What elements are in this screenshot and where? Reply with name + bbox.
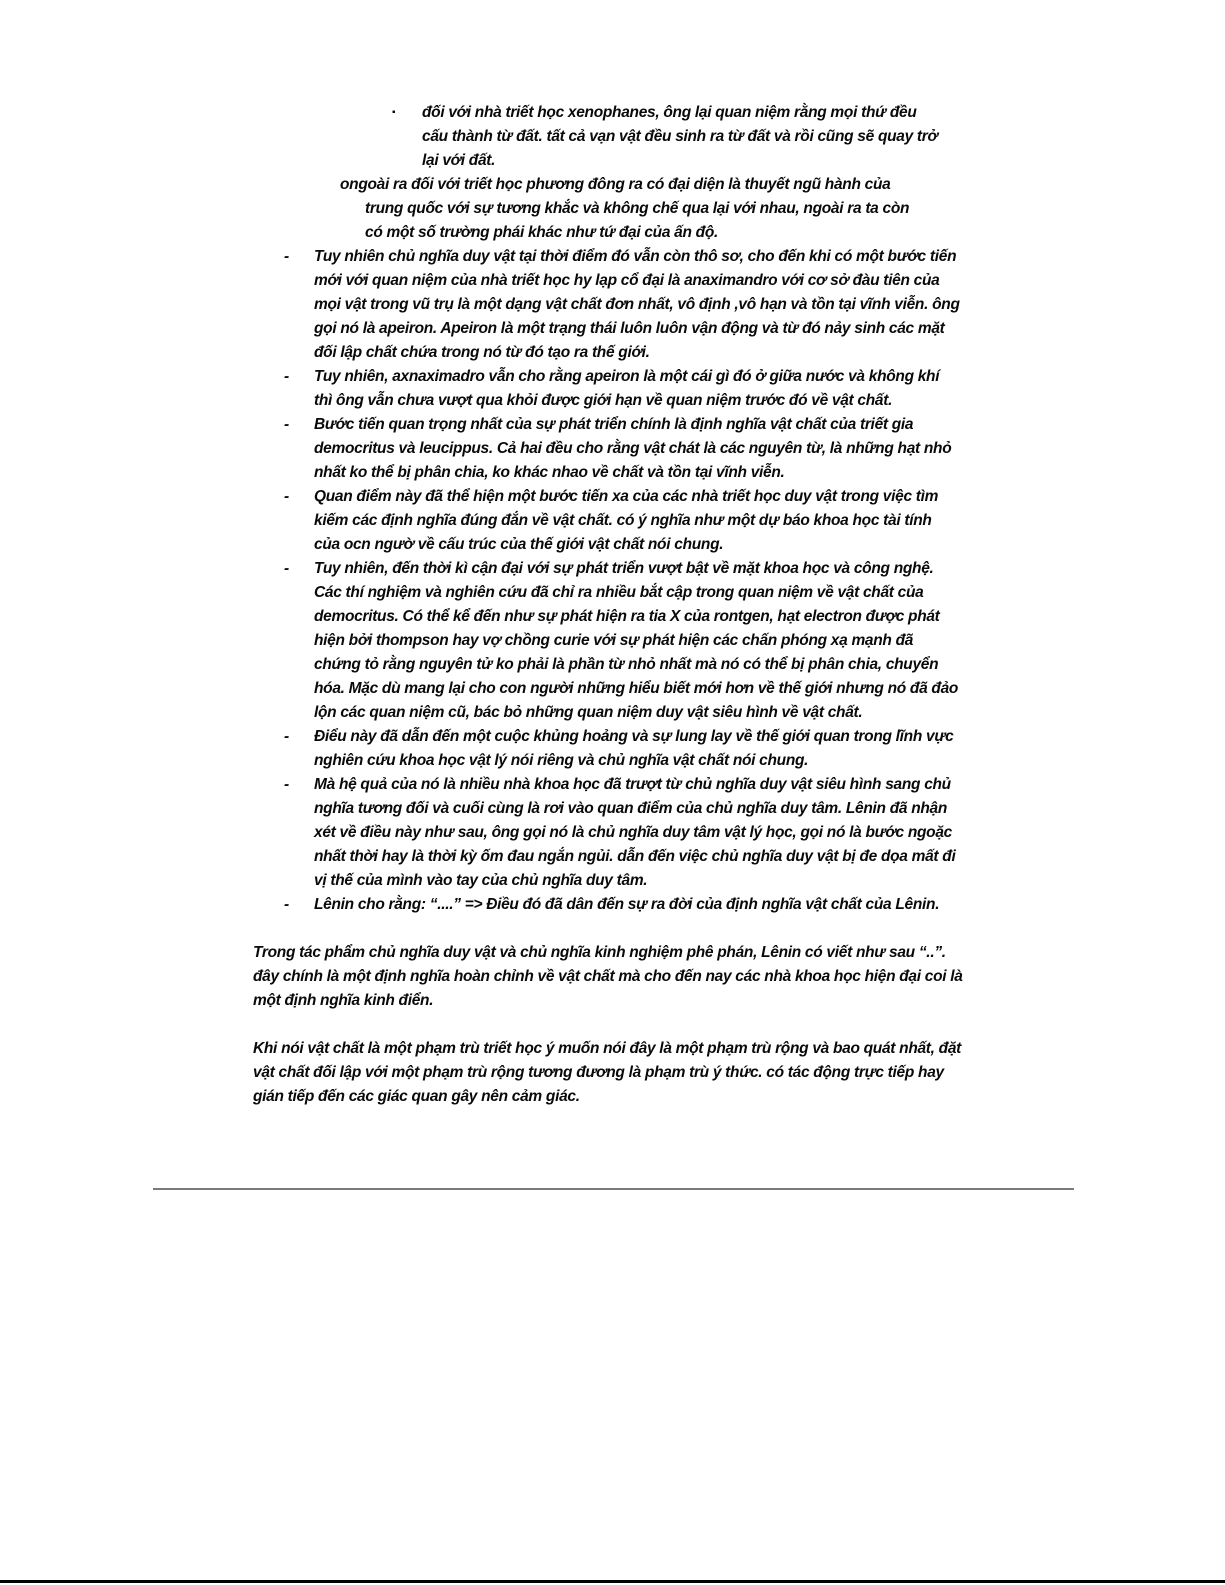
closing-paragraph: Khi nói vật chất là một phạm trù triết học ý muốn nói đây là một phạm trù rộng và bao quát nhất, đặt vật chất đối lập với một phạm trù rộng tương đương là phạm trù ý thức. có tác động trực tiếp hay gián tiếp đến các giác quan gây nên cảm giác. bbox=[253, 1040, 962, 1105]
list-item-text: Mà hệ quả của nó là nhiều nhà khoa học đã trượt từ chủ nghĩa duy vật siêu hình sang chủ nghĩa tương đối và cuối cùng là rơi vào quan điểm của chủ nghĩa duy tâm. Lênin đã nhận xét về điều này như sau, ông gọi nó là chủ nghĩa duy tâm vật lý học, gọi nó là bước ngoặc nhất thời hay là thời kỳ ốm đau ngắn ngủi. dẫn đến việc chủ nghĩa duy vật bị đe dọa mất đi vị thế của mình vào tay của chủ nghĩa duy tâm. bbox=[314, 776, 956, 889]
square-bullet-icon: ▪ bbox=[392, 107, 396, 118]
dash-bullet: - bbox=[284, 248, 289, 265]
list-item-text: Điểu này đã dẫn đến một cuộc khủng hoảng và sự lung lay về thế giới quan trong lĩnh vực nghiên cứu khoa học vật lý nói riêng và chủ nghĩa vật chất nói chung. bbox=[314, 728, 954, 769]
document-body bbox=[253, 101, 983, 1109]
list-item-text: Tuy nhiên chủ nghĩa duy vật tại thời điểm đó vẫn còn thô sơ, cho đến khi có một bước tiến mới với quan niệm của nhà triết học hy lạp cổ đại là anaximandro với cơ sở đàu tiên của mọi vật trong vũ trụ là một dạng vật chất đơn nhất, vô định ,vô hạn và tồn tại vĩnh viễn. ông gọi nó là apeiron. Apeiron là một trạng thái luôn luôn vận động và từ đó nảy sinh các mặt đối lập chất chứa trong nó từ đó tạo ra thế giới. bbox=[314, 248, 960, 361]
continuation-paragraph: ongoài ra đối với triết học phương đông ra có đại diện là thuyết ngũ hành của trung quốc với sự tương khắc và không chế qua lại với nhau, ngoài ra ta còn có một số trường phái khác như tứ đại của ấn độ. bbox=[340, 176, 910, 241]
list-item-text: Lênin cho rằng: “....” => Điều đó đã dân đến sự ra đời của định nghĩa vật chất của Lênin. bbox=[314, 896, 940, 913]
dash-bullet: - bbox=[284, 728, 289, 745]
dash-bullet: - bbox=[284, 368, 289, 385]
list-item bbox=[283, 245, 961, 365]
list-item-text: Tuy nhiên, axnaximadro vẫn cho rằng apeiron là một cái gì đó ở giữa nước và không khí thì ông vẫn chưa vượt qua khỏi được giới hạn về quan niệm trước đó về vật chất. bbox=[314, 368, 940, 409]
dash-bullet: - bbox=[284, 416, 289, 433]
list-item bbox=[283, 725, 961, 773]
list-item-text: Bước tiến quan trọng nhất của sự phát triển chính là định nghĩa vật chất của triết gia democritus và leucippus. Cả hai đều cho rằng vật chát là các nguyên từ, là những hạt nhỏ nhất ko thể bị phân chia, ko khác nhao về chất và tồn tại vĩnh viễn. bbox=[314, 416, 952, 481]
closing-paragraph: Trong tác phẩm chủ nghĩa duy vật và chủ nghĩa kinh nghiệm phê phán, Lênin có viết như sau “..”. đây chính là một định nghĩa hoàn chỉnh về vật chất mà cho đến nay các nhà khoa học hiện đại coi là một định nghĩa kinh điển. bbox=[253, 944, 963, 1009]
list-item bbox=[283, 893, 961, 917]
list-item bbox=[283, 557, 961, 725]
list-item bbox=[283, 773, 961, 893]
list-item-text: đối với nhà triết học xenophanes, ông lại quan niệm rằng mọi thứ đều cấu thành từ đất. tất cả vạn vật đều sinh ra từ đất và rồi cũng sẽ quay trở lại với đất. bbox=[422, 104, 938, 169]
list-item bbox=[283, 485, 961, 557]
dash-bullet: - bbox=[284, 560, 289, 577]
page-bottom-border bbox=[0, 1580, 1225, 1583]
dash-bullet: - bbox=[284, 896, 289, 913]
horizontal-rule bbox=[153, 1188, 1074, 1190]
dash-bullet: - bbox=[284, 776, 289, 793]
list-item-sub-bullet bbox=[390, 101, 942, 173]
dash-bullet: - bbox=[284, 488, 289, 505]
list-item-text: Quan điểm này đã thể hiện một bước tiến xa của các nhà triết học duy vật trong việc tìm kiếm các định nghĩa đúng đắn về vật chất. có ý nghĩa như một dự báo khoa học tài tính của ocn ngườ về cấu trúc của thế giới vật chất nói chung. bbox=[314, 488, 939, 553]
list-item bbox=[283, 413, 961, 485]
list-item bbox=[283, 365, 961, 413]
list-item-text: Tuy nhiên, đến thời kì cận đại với sự phát triển vượt bật về mặt khoa học và công nghệ. Các thí nghiệm và nghiên cứu đã chỉ ra nhiều bắt cập trong quan niệm về vật chất của democritus. Có thể kể đến như sự phát hiện ra tia X của rontgen, hạt electron được phát hiện bởi thompson hay vợ chồng curie với sự phát hiện các chấn phóng xạ mạnh đã chứng tỏ rằng nguyên tử ko phải là phần từ nhỏ nhất mà nó có thể bị phân chia, chuyển hóa. Mặc dù mang lại cho con người những hiểu biết mới hơn về thế giới nhưng nó đã đảo lộn các quan niệm cũ, bác bỏ những quan niệm duy vật siêu hình về vật chất. bbox=[314, 560, 959, 721]
